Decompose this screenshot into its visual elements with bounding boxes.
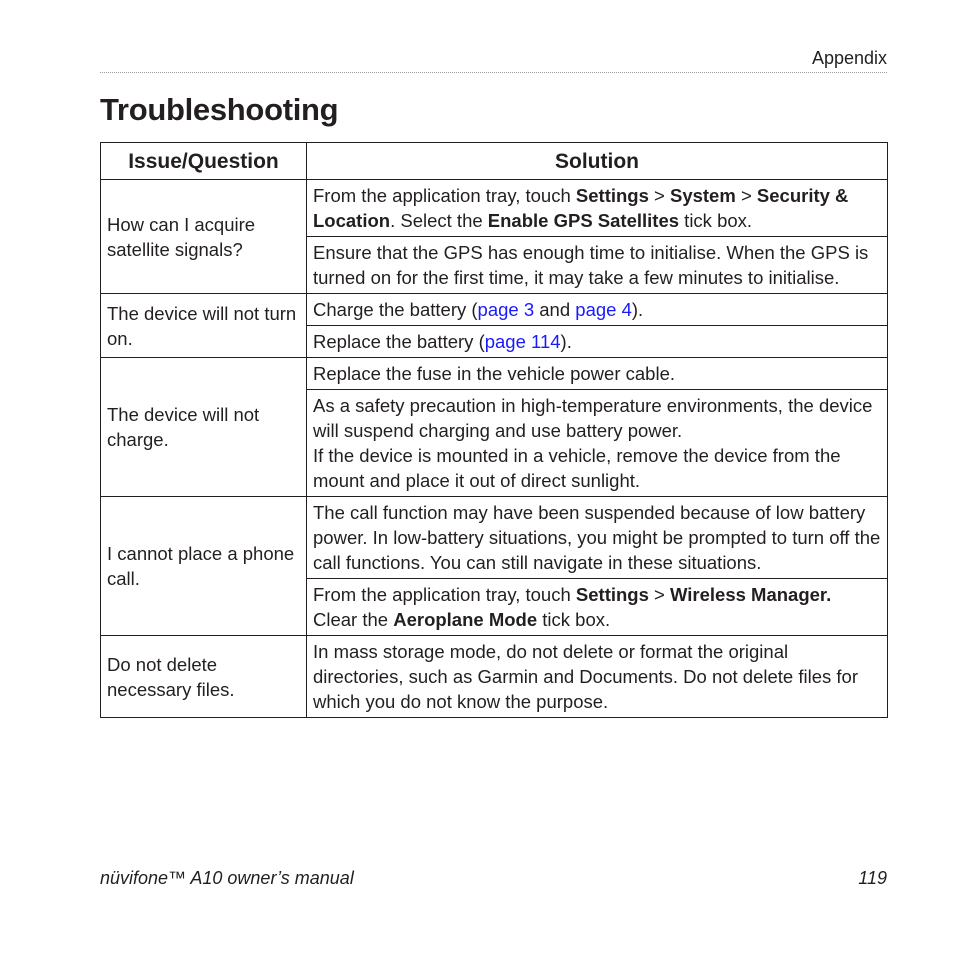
page-reference-link[interactable]: page 114 <box>484 331 561 352</box>
issue-cell: The device will not charge. <box>101 358 307 497</box>
solution-text: tick box. <box>679 210 753 231</box>
issue-cell: The device will not turn on. <box>101 294 307 358</box>
solution-text: tick box. <box>537 609 611 630</box>
table-body <box>101 180 888 718</box>
solution-cell <box>307 579 888 636</box>
solution-text: > <box>735 185 757 206</box>
solution-cell <box>307 636 888 718</box>
column-header-solution: Solution <box>307 143 888 180</box>
menu-path-text: Security & Location <box>313 185 849 231</box>
issue-cell: I cannot place a phone call. <box>101 497 307 636</box>
table-row <box>101 294 888 326</box>
menu-path-text: System <box>669 185 736 206</box>
solution-text: Replace the fuse in the vehicle power cable. <box>313 363 675 384</box>
page-title: Troubleshooting <box>100 92 339 127</box>
solution-text: > <box>648 185 670 206</box>
table-header-row <box>101 143 888 180</box>
solution-cell <box>307 294 888 326</box>
table-row <box>101 358 888 390</box>
issue-cell: How can I acquire satellite signals? <box>101 180 307 294</box>
solution-text: ). <box>631 299 644 320</box>
solution-text: Replace the battery ( <box>313 331 485 352</box>
solution-text: > <box>648 584 670 605</box>
solution-cell <box>307 326 888 358</box>
solution-text: ). <box>560 331 572 352</box>
solution-cell <box>307 237 888 294</box>
solution-text: The call function may have been suspended because of low battery power. In low-battery situations, you might be prompted to turn off the call functions. You can still navigate in these situations. <box>313 502 881 573</box>
solution-cell <box>307 390 888 497</box>
menu-path-text: Aeroplane Mode <box>393 609 538 630</box>
page-number: 119 <box>858 868 887 888</box>
page-reference-link[interactable]: page 3 <box>477 299 535 320</box>
solution-text: If the device is mounted in a vehicle, remove the device from the mount and place it out of direct sunlight. <box>313 445 841 491</box>
solution-text: and <box>534 299 576 320</box>
troubleshooting-table <box>100 142 888 718</box>
table-row <box>101 497 888 579</box>
table-row <box>101 180 888 237</box>
issue-cell: Do not delete necessary files. <box>101 636 307 718</box>
solution-cell <box>307 497 888 579</box>
solution-text: Clear the <box>313 609 394 630</box>
menu-path-text: Settings <box>575 584 649 605</box>
solution-text: Charge the battery ( <box>313 299 478 320</box>
section-label: Appendix <box>811 48 887 68</box>
solution-text: From the application tray, touch <box>313 185 576 206</box>
table-row <box>101 636 888 718</box>
solution-text: Ensure that the GPS has enough time to initialise. When the GPS is turned on for the first time, it may take a few minutes to initialise. <box>313 242 869 288</box>
solution-cell <box>307 358 888 390</box>
page-reference-link[interactable]: page 4 <box>575 299 632 320</box>
column-header-issue: Issue/Question <box>101 143 307 180</box>
solution-text: In mass storage mode, do not delete or format the original directories, such as Garmin and Documents. Do not delete files for which you do not know the purpose. <box>313 641 858 712</box>
header-rule <box>100 72 887 73</box>
solution-text: . Select the <box>390 210 488 231</box>
footer-manual-title: nüvifone™ A10 owner’s manual <box>100 868 354 888</box>
solution-text: As a safety precaution in high-temperature environments, the device will suspend charging and use battery power. <box>313 395 873 441</box>
solution-cell <box>307 180 888 237</box>
menu-path-text: Wireless Manager. <box>669 584 832 605</box>
menu-path-text: Settings <box>575 185 649 206</box>
menu-path-text: Enable GPS Satellites <box>487 210 680 231</box>
solution-text: From the application tray, touch <box>313 584 576 605</box>
